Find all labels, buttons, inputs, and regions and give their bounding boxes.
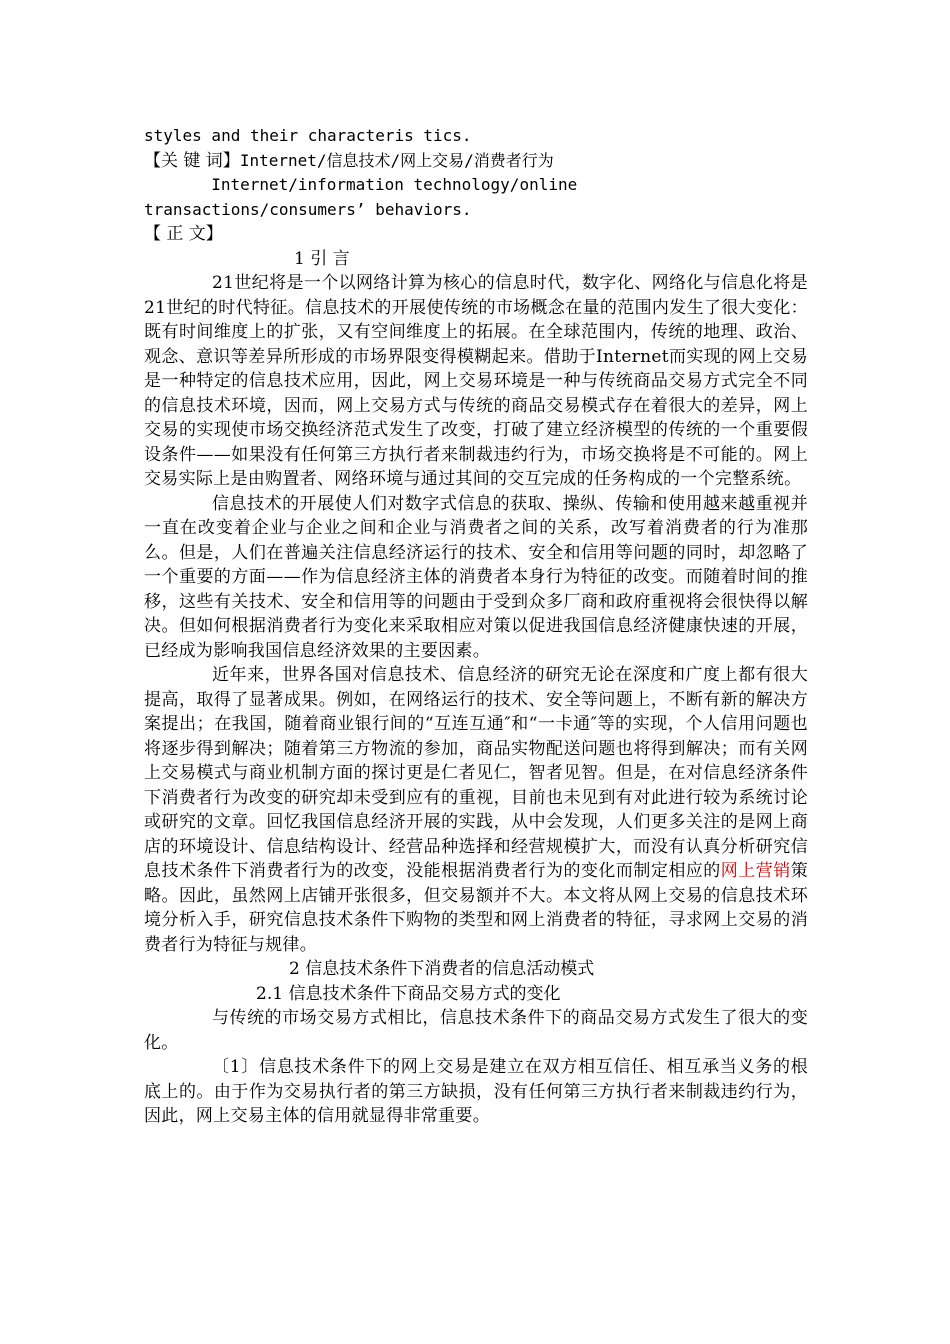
p3-text-before: 近年来，世界各国对信息技术、信息经济的研究无论在深度和广度上都有很大提高，取得了显著成果。例如，在网络运行的技术、安全等问题上，不断有新的解决方案提出；在我国，随着商业银行间的“互连互通″和“一卡通″等的实现，个人信用问题也将逐步得到解决；随着第三方物流的参加，商品实物配送问题也将得到解决；而有关网上交易模式与商业机制方面的探讨更是仁者见仁，智者见智。但是，在对信息经济条件下消费者行为改变的研究却未受到应有的重视，目前也未见到有对此进行较为系统讨论或研究的文章。回忆我国信息经济开展的实践，从中会发现，人们更多关注的是网上商店的环境设计、信息结构设计、经营品种选择和经营规模扩大，而没有认真分析研究信息技术条件下消费者行为的改变，没能根据消费者行为的变化而制定相应的 bbox=[144, 665, 808, 881]
section2-paragraph-1: 与传统的市场交易方式相比，信息技术条件下的商品交易方式发生了很大的变化。 bbox=[144, 1008, 808, 1053]
section1-paragraph-2: 信息技术的开展使人们对数字式信息的获取、操纵、传输和使用越来越重视并一直在改变着企业与企业之间和企业与消费者之间的关系，改写着消费者的行为准那么。但是，人们在普遍关注信息经济运行的技术、安全和信用等问题的同时，却忽略了一个重要的方面——作为信息经济主体的消费者本身行为特征的改变。而随着时间的推移，这些有关技术、安全和信用等的问题由于受到众多厂商和政府重视将会很快得以解决。但如何根据消费者行为变化来采取相应对策以促进我国信息经济健康快速的开展，已经成为影响我国信息经济效果的主要因素。 bbox=[144, 493, 808, 661]
keywords-label: 【关 键 词】 bbox=[144, 150, 240, 171]
document-page bbox=[144, 124, 808, 1129]
p3-text-after: 策略。因此，虽然网上店铺开张很多，但交易额并不大。本文将从网上交易的信息技术环境分析入手，研究信息技术条件下购物的类型和网上消费者的特征，寻求网上交易的消费者行为特征与规律。 bbox=[144, 861, 808, 955]
keywords-line bbox=[144, 149, 808, 174]
section1-paragraph-3 bbox=[144, 663, 808, 957]
keywords-en-line2: transactions/consumers’ behaviors. bbox=[144, 199, 472, 219]
section2-heading: 2 信息技术条件下消费者的信息活动模式 bbox=[289, 959, 595, 979]
section1-paragraph-1: 21世纪将是一个以网络计算为核心的信息时代，数字化、网络化与信息化将是21世纪的时代特征。信息技术的开展使传统的市场概念在量的范围内发生了很大变化：既有时间维度上的扩张，又有空间维度上的拓展。在全球范围内，传统的地理、政治、观念、意识等差异所形成的市场界限变得模糊起来。借助于Internet而实现的网上交易是一种特定的信息技术应用，因此，网上交易环境是一种与传统商品交易方式完全不同的信息技术环境，因而，网上交易方式与传统的商品交易模式存在着很大的差异，网上交易的实现使市场交换经济范式发生了改变，打破了建立经济模型的传统的一个重要假设条件——如果没有任何第三方执行者来制裁违约行为，市场交换将是不可能的。网上交易实际上是由购置者、网络环境与通过其间的交互完成的任务构成的一个完整系统。 bbox=[144, 273, 808, 489]
body-label: 【 正 文】 bbox=[144, 224, 223, 244]
keywords-cn: Internet/信息技术/网上交易/消费者行为 bbox=[239, 150, 554, 170]
section2-1-heading: 2.1 信息技术条件下商品交易方式的变化 bbox=[256, 983, 561, 1004]
section2-paragraph-2: 〔1〕信息技术条件下的网上交易是建立在双方相互信任、相互承当义务的根底上的。由于作为交易执行者的第三方缺损，没有任何第三方执行者来制裁违约行为，因此，网上交易主体的信用就显得非常重要。 bbox=[144, 1057, 808, 1126]
abstract-tail: styles and their characteris tics. bbox=[144, 126, 472, 145]
online-marketing-link[interactable]: 网上营销 bbox=[720, 861, 791, 881]
section1-heading: 1 引 言 bbox=[294, 248, 350, 269]
keywords-en-line1: Internet/information technology/online bbox=[211, 175, 578, 194]
